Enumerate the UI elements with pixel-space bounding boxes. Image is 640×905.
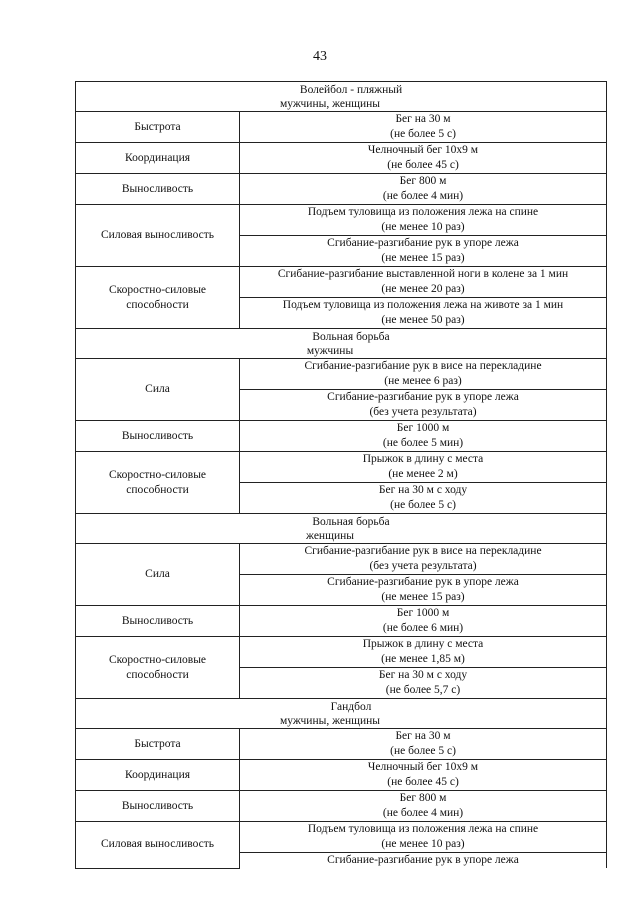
test-norm: (не более 45 с) (387, 776, 459, 788)
test-row (76, 791, 607, 822)
test-row (76, 359, 607, 390)
test-norm: (без учета результата) (369, 560, 477, 572)
test-cell (240, 298, 607, 329)
test-cell (240, 606, 607, 637)
section-subtitle: мужчины, женщины (279, 97, 381, 110)
test-cell (240, 112, 607, 143)
section-title: Вольная борьба (312, 330, 390, 343)
physical-quality-cell (76, 452, 240, 514)
physical-quality-label: Скоростно-силовые (108, 653, 207, 666)
section-header (76, 699, 607, 729)
physical-quality-label: Скоростно-силовые (108, 283, 207, 296)
test-row (76, 174, 607, 205)
test-name: Бег 1000 м (396, 607, 450, 619)
test-row (76, 143, 607, 174)
physical-quality-cell (76, 729, 240, 760)
physical-quality-cell (76, 606, 240, 637)
test-cell (240, 637, 607, 668)
test-name: Подъем туловища из положения лежа на спине (307, 823, 539, 835)
test-name: Сгибание-разгибание рук в упоре лежа (327, 854, 519, 866)
test-cell (240, 236, 607, 267)
physical-quality-cell (76, 637, 240, 699)
physical-quality-cell (76, 822, 240, 869)
test-norm: (не более 5 с) (390, 128, 456, 140)
test-name: Бег на 30 м с ходу (378, 669, 468, 681)
test-row (76, 267, 607, 298)
standards-table-body (76, 82, 607, 869)
section-title: Волейбол - пляжный (299, 83, 403, 96)
physical-quality-label: способности (126, 298, 189, 311)
test-norm: (не более 4 мин) (382, 807, 464, 819)
test-name: Бег на 30 м с ходу (378, 484, 468, 496)
section-subtitle: мужчины, женщины (279, 714, 381, 727)
physical-quality-cell (76, 112, 240, 143)
test-name: Сгибание-разгибание выставленной ноги в колене за 1 мин (277, 268, 569, 280)
test-name: Челночный бег 10х9 м (367, 761, 479, 773)
physical-quality-label: Сила (145, 383, 170, 395)
test-norm: (не более 5 с) (390, 499, 456, 511)
test-name: Сгибание-разгибание рук в висе на перекладине (304, 545, 542, 557)
test-row (76, 112, 607, 143)
physical-quality-label: Выносливость (121, 799, 194, 812)
test-norm: (не менее 20 раз) (381, 283, 465, 295)
test-name: Подъем туловища из положения лежа на спине (307, 206, 539, 218)
test-cell (240, 791, 607, 822)
test-name: Прыжок в длину с места (362, 453, 484, 465)
physical-quality-label: Быстрота (134, 120, 181, 133)
test-norm: (не менее 2 м) (388, 468, 458, 480)
physical-quality-label: Координация (124, 768, 191, 781)
test-row (76, 205, 607, 236)
test-row (76, 421, 607, 452)
section-subtitle: мужчины (306, 344, 354, 357)
test-name: Бег 1000 м (396, 422, 450, 434)
physical-quality-cell (76, 143, 240, 174)
test-cell (240, 452, 607, 483)
test-norm: (не более 5,7 с) (385, 684, 461, 696)
test-norm: (не более 4 мин) (382, 190, 464, 202)
test-norm: (не менее 1,85 м) (381, 653, 465, 665)
section-header (76, 82, 607, 112)
test-name: Сгибание-разгибание рук в висе на перекладине (304, 360, 542, 372)
test-name: Бег на 30 м (395, 113, 451, 125)
test-name: Сгибание-разгибание рук в упоре лежа (327, 576, 519, 588)
physical-quality-label: способности (126, 483, 189, 496)
physical-quality-label: Сила (145, 568, 170, 580)
section-subtitle: женщины (306, 529, 354, 542)
section-header-row (76, 82, 607, 112)
test-name: Челночный бег 10х9 м (367, 144, 479, 156)
section-header (76, 514, 607, 544)
test-cell (240, 575, 607, 606)
physical-quality-label: способности (126, 668, 189, 681)
physical-quality-label: Выносливость (121, 182, 194, 195)
test-norm: (не более 5 с) (390, 745, 456, 757)
section-header-row (76, 514, 607, 544)
test-cell (240, 143, 607, 174)
physical-quality-cell (76, 267, 240, 329)
test-norm: (не менее 6 раз) (384, 375, 462, 387)
section-header-row (76, 329, 607, 359)
test-name: Подъем туловища из положения лежа на животе за 1 мин (282, 299, 564, 311)
page-number: 43 (313, 49, 327, 64)
test-name: Бег 800 м (399, 792, 447, 804)
physical-quality-cell (76, 174, 240, 205)
test-cell (240, 174, 607, 205)
test-cell (240, 267, 607, 298)
test-row (76, 452, 607, 483)
test-row (76, 637, 607, 668)
test-name: Бег 800 м (399, 175, 447, 187)
physical-quality-cell (76, 544, 240, 606)
section-title: Вольная борьба (312, 515, 390, 528)
test-cell (240, 760, 607, 791)
physical-quality-label: Быстрота (134, 737, 181, 750)
test-name: Сгибание-разгибание рук в упоре лежа (327, 237, 519, 249)
test-cell (240, 729, 607, 760)
physical-quality-label: Координация (124, 151, 191, 164)
physical-quality-cell (76, 421, 240, 452)
standards-table (75, 81, 607, 869)
test-norm: (без учета результата) (369, 406, 477, 418)
test-row (76, 544, 607, 575)
physical-quality-cell (76, 205, 240, 267)
test-norm: (не менее 10 раз) (381, 838, 465, 850)
test-cell (240, 205, 607, 236)
test-norm: (не менее 10 раз) (381, 221, 465, 233)
test-norm: (не менее 15 раз) (381, 591, 465, 603)
test-cell (240, 822, 607, 853)
test-cell (240, 668, 607, 699)
physical-quality-cell (76, 359, 240, 421)
test-name: Прыжок в длину с места (362, 638, 484, 650)
physical-quality-label: Выносливость (121, 614, 194, 627)
physical-quality-label: Выносливость (121, 429, 194, 442)
test-norm: (не менее 15 раз) (381, 252, 465, 264)
test-cell (240, 359, 607, 390)
test-norm: (не более 6 мин) (382, 622, 464, 634)
physical-quality-label: Силовая выносливость (101, 838, 214, 851)
test-cell (240, 483, 607, 514)
physical-quality-cell (76, 760, 240, 791)
test-cell (240, 544, 607, 575)
section-header (76, 329, 607, 359)
test-name: Бег на 30 м (395, 730, 451, 742)
test-row (76, 606, 607, 637)
test-cell (240, 853, 607, 869)
test-row (76, 760, 607, 791)
test-cell (240, 421, 607, 452)
section-title: Гандбол (330, 700, 372, 713)
physical-quality-label: Скоростно-силовые (108, 468, 207, 481)
test-norm: (не более 45 с) (387, 159, 459, 171)
test-cell (240, 390, 607, 421)
test-name: Сгибание-разгибание рук в упоре лежа (327, 391, 519, 403)
physical-quality-cell (76, 791, 240, 822)
physical-quality-label: Силовая выносливость (101, 229, 214, 241)
test-norm: (не менее 50 раз) (381, 314, 465, 326)
section-header-row (76, 699, 607, 729)
test-row (76, 822, 607, 853)
test-norm: (не более 5 мин) (382, 437, 464, 449)
test-row (76, 729, 607, 760)
